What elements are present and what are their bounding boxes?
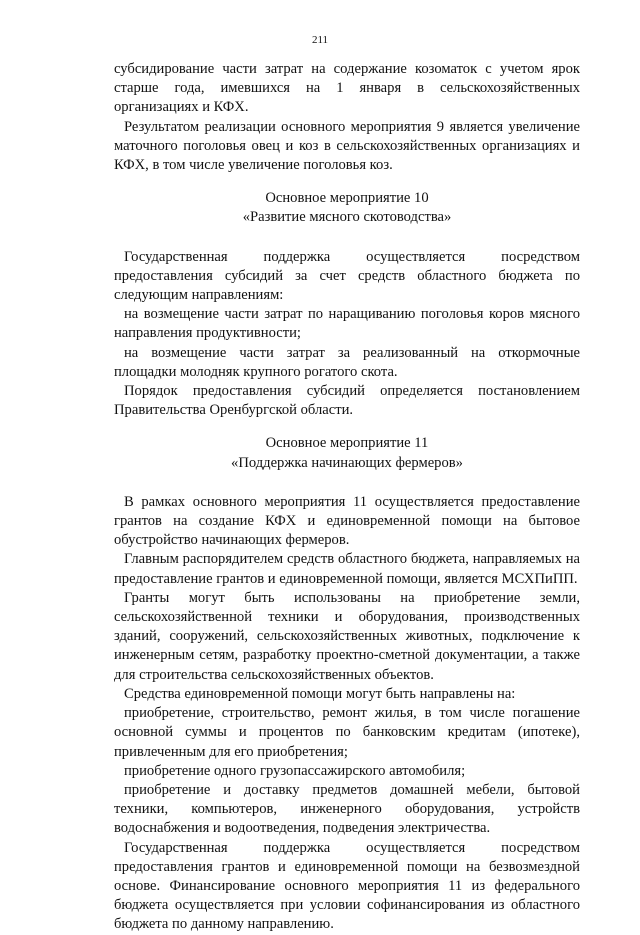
list-item: на возмещение части затрат по наращиванию поголовья коров мясного направления продуктивности; — [114, 306, 580, 342]
paragraph: Государственная поддержка осуществляется посредством предоставления субсидий за счет средств областного бюджета по следующим направлениям: — [114, 248, 580, 304]
list-item: приобретение, строительство, ремонт жилья, в том числе погашение основной суммы и процентов по банковским кредитам (ипотеке), привлеченным для его приобретения; — [114, 705, 580, 760]
spacer — [114, 473, 580, 493]
section-11-title: Основное мероприятие 11 — [265, 435, 429, 452]
spacer — [114, 420, 580, 434]
paragraph: Государственная поддержка осуществляется посредством предоставления грантов и единовременной помощи на безвозмездной основе. Финансирование основного мероприятия 11 из федерального бюджета осуществляется при условии софинансирования из областного бюджета по данному направлению. — [114, 839, 580, 933]
paragraph: Порядок предоставления субсидий определяется постановлением Правительства Оренбургской области. — [114, 383, 580, 419]
list-item: приобретение одного грузопассажирского автомобиля; — [124, 762, 466, 779]
spacer — [114, 228, 580, 248]
page-number: 211 — [311, 34, 329, 46]
paragraph: В рамках основного мероприятия 11 осуществляется предоставление грантов на создание КФХ и единовременной помощи на бытовое обустройство начинающих фермеров. — [114, 493, 580, 549]
paragraph: Главным распорядителем средств областного бюджета, направляемых на предоставление грантов и единовременной помощи, является МСХПиПП. — [114, 551, 580, 587]
paragraph: Результатом реализации основного мероприятия 9 является увеличение маточного поголовья овец и коз в сельскохозяйственных организациях и КФХ, в том числе увеличение поголовья коз. — [114, 118, 580, 174]
section-11-subtitle: «Поддержка начинающих фермеров» — [231, 454, 463, 471]
page-content — [114, 60, 580, 935]
paragraph: Средства единовременной помощи могут быть направлены на: — [124, 685, 516, 702]
section-10-subtitle: «Развитие мясного скотоводства» — [242, 209, 452, 226]
section-10-title: Основное мероприятие 10 — [265, 190, 429, 207]
list-item: на возмещение части затрат за реализованный на откормочные площадки молодняк крупного рогатого скота. — [114, 344, 580, 380]
spacer — [114, 175, 580, 189]
list-item: приобретение и доставку предметов домашней мебели, бытовой техники, компьютеров, инженерного оборудования, устройств водоснабжения и водоотведения, подведения электричества. — [114, 781, 580, 837]
paragraph: субсидирование части затрат на содержание козоматок с учетом ярок старше года, имевшихся на 1 января в сельскохозяйственных организациях и КФХ. — [114, 61, 580, 116]
paragraph: Гранты могут быть использованы на приобретение земли, сельскохозяйственной техники и оборудования, производственных зданий, сооружений, сельскохозяйственных животных, подключение к инженерным сетям, разработку проектно-сметной документации, а также для строительства сельскохозяйственных объектов. — [114, 589, 580, 683]
